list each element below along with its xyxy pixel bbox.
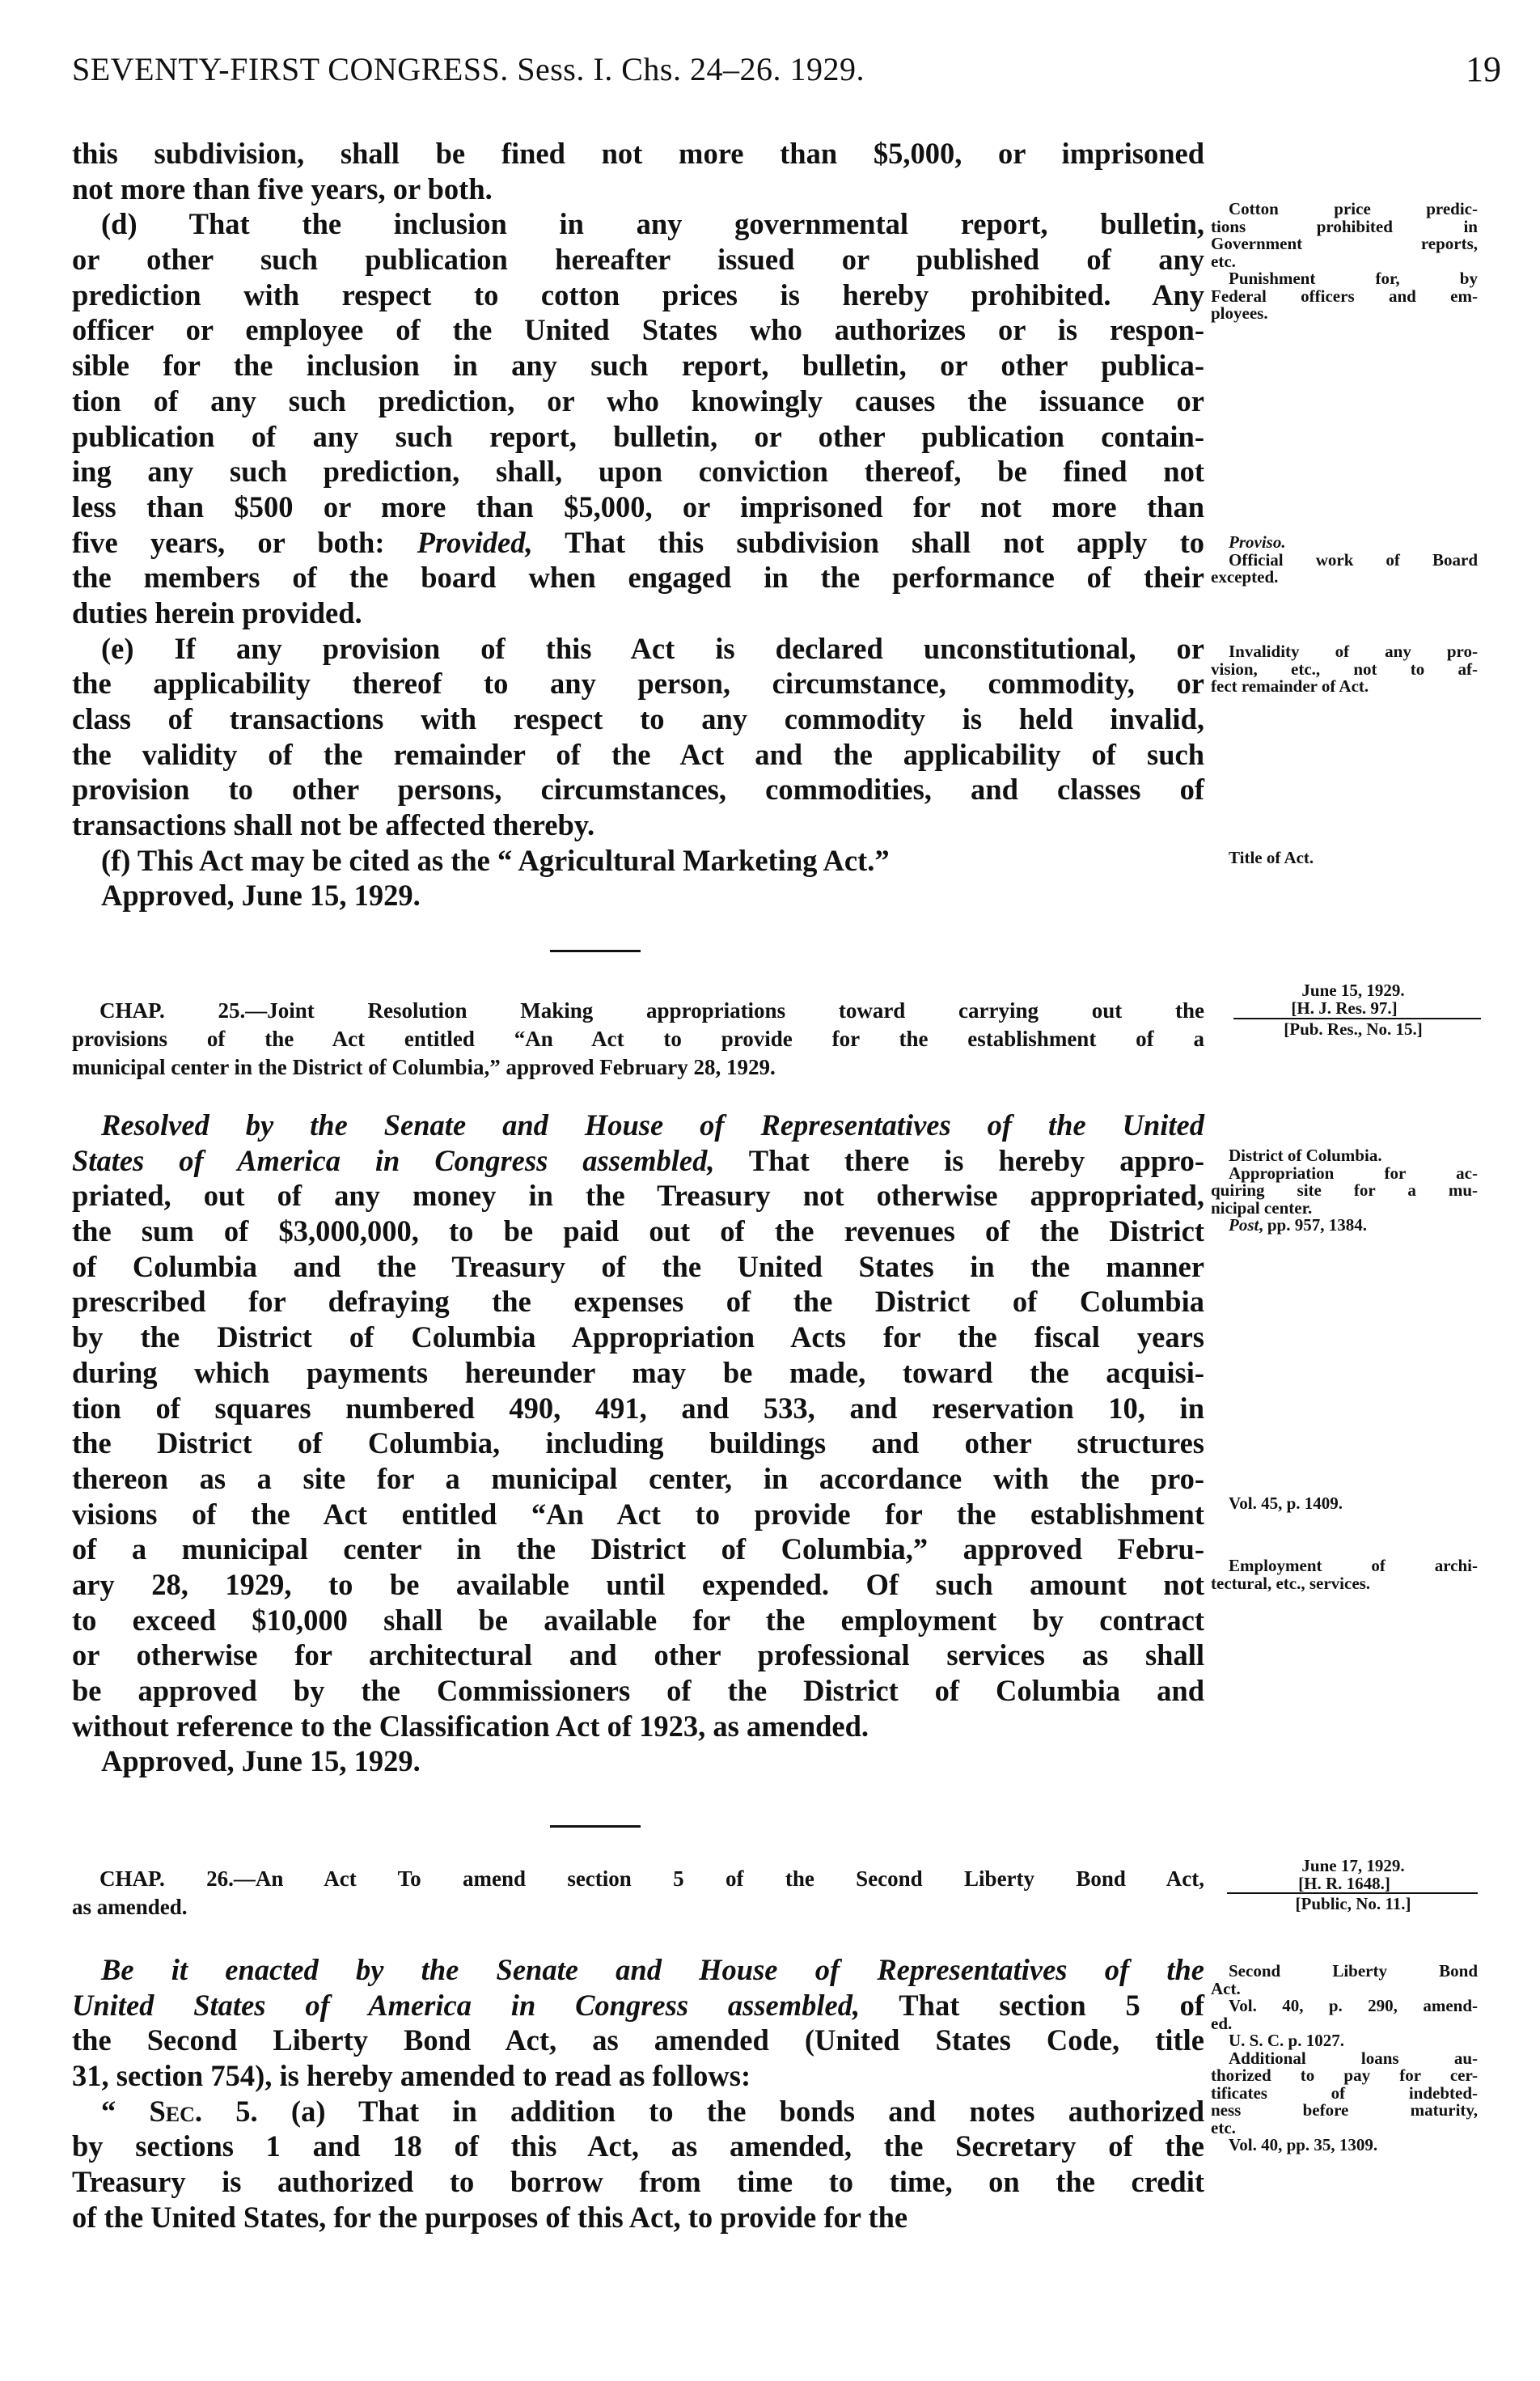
running-head: SEVENTY-FIRST CONGRESS. Sess. I. Chs. 24–26. 1929.	[72, 51, 865, 87]
text-line: the validity of the remainder of the Act and the applicability of such	[72, 737, 1204, 771]
margin-note-line: thorized to pay for cer-	[1211, 2065, 1478, 2085]
margin-note-line: Vol. 45, p. 1409.	[1229, 1493, 1343, 1513]
text-line: as amended.	[72, 1895, 188, 1919]
margin-note-employment	[1211, 1557, 1478, 1592]
margin-note-invalidity	[1211, 643, 1478, 696]
text-run: That there is hereby appro-	[714, 1143, 1205, 1177]
text-line: class of transactions with respect to any commodity is held invalid,	[72, 702, 1204, 735]
text-line: the applicability thereof to any person, circumstance, commodity, or	[72, 667, 1204, 701]
margin-note-line: Vol. 40, pp. 35, 1309.	[1229, 2135, 1378, 2154]
text-line: of the United States, for the purposes of this Act, to provide for the	[72, 2200, 908, 2234]
text-line: without reference to the Classification Act of 1923, as amended.	[72, 1709, 869, 1743]
italic-run: Proviso.	[1229, 532, 1286, 552]
text-line	[72, 1108, 1204, 1143]
text-line: tion of squares numbered 490, 491, and 533, and reservation 10, in	[72, 1391, 1204, 1425]
text-run: That section 5 of	[860, 1988, 1204, 2022]
text-run: “	[101, 2094, 150, 2128]
section-divider	[550, 1825, 641, 1828]
margin-note-proviso	[1211, 534, 1478, 587]
text-line: be approved by the Commissioners of the District of Columbia and	[72, 1674, 1204, 1707]
text-line: to exceed $10,000 shall be available for the employment by contract	[72, 1603, 1204, 1637]
italic-run: States of America in Congress assembled,	[72, 1143, 715, 1177]
chapter-26-text	[72, 1952, 1204, 2235]
text-line: the members of the board when engaged in the performance of their	[72, 561, 1204, 595]
text-line: prediction with respect to cotton prices is hereby prohibited. Any	[72, 278, 1204, 311]
chapter-25-text	[72, 1108, 1204, 1779]
text-line: duties herein provided.	[72, 595, 362, 629]
margin-note-line: [Public, No. 11.]	[1295, 1894, 1411, 1913]
margin-note-cotton-price	[1211, 201, 1478, 323]
text-line: provision to other persons, circumstances, commodities, and classes of	[72, 773, 1204, 807]
margin-note-line: U. S. C. p. 1027.	[1229, 2031, 1344, 2050]
margin-note-title-of-act	[1211, 849, 1478, 867]
text-line	[72, 1988, 1204, 2023]
text-line: during which payments hereunder may be made, toward the acquisi-	[72, 1355, 1204, 1389]
margin-note-line: Official work of Board	[1229, 549, 1478, 570]
text-line: provisions of the Act entitled “An Act to provide for the establishment of a	[72, 1027, 1204, 1051]
margin-note-ch26-pub	[1211, 1896, 1478, 1913]
text-line: the sum of $3,000,000, to be paid out of the revenues of the District	[72, 1214, 1204, 1248]
text-line: (f) This Act may be cited as the “ Agricultural Marketing Act.”	[101, 843, 890, 877]
section-divider	[550, 950, 641, 952]
text-line: of a municipal center in the District of Columbia,” approved Febru-	[72, 1532, 1204, 1566]
italic-run: Provided,	[417, 525, 533, 559]
margin-note-line: nicipal center.	[1211, 1197, 1313, 1218]
italic-run: Post	[1229, 1215, 1259, 1235]
margin-note-liberty-bond	[1211, 1963, 1478, 2154]
margin-note-line: Vol. 40, p. 290, amend-	[1229, 1996, 1478, 2015]
margin-note-line: vision, etc., not to af-	[1211, 659, 1478, 679]
text-line: publication of any such report, bulletin, or other publication contain-	[72, 419, 1204, 453]
text-line: the District of Columbia, including buildings and other structures	[72, 1426, 1204, 1460]
margin-note-line: tificates of indebted-	[1211, 2082, 1478, 2103]
margin-note-line: June 15, 1929.	[1301, 981, 1405, 1000]
chapter-label: CHAP. 25.	[99, 998, 246, 1023]
margin-note-line: June 17, 1929.	[1301, 1856, 1405, 1875]
margin-note-line: [H. J. Res. 97.]	[1291, 998, 1398, 1018]
text-line	[72, 1143, 1204, 1179]
text-line: the Second Liberty Bond Act, as amended (United States Code, title	[72, 2023, 1204, 2057]
text-line	[72, 1865, 1204, 1893]
margin-note-line: [Pub. Res., No. 15.]	[1284, 1019, 1423, 1039]
text-run: —Joint Resolution Making appropriations toward carrying out the	[245, 998, 1205, 1023]
margin-note-line: Appropriation for ac-	[1229, 1163, 1478, 1183]
text-run: , pp. 957, 1384.	[1259, 1215, 1367, 1235]
chapter-26-title	[72, 1865, 1204, 1921]
margin-note-line: Cotton price predic-	[1229, 199, 1478, 218]
chapter-25-title	[72, 997, 1204, 1082]
chapter-24-text	[72, 136, 1204, 913]
text-line: priated, out of any money in the Treasury not otherwise appropriated,	[72, 1179, 1204, 1213]
margin-note-vol45	[1211, 1495, 1478, 1513]
margin-note-line: fect remainder of Act.	[1211, 676, 1369, 696]
margin-note-line: ness before maturity,	[1211, 2100, 1478, 2120]
margin-note-ch25-pub	[1211, 1021, 1478, 1039]
text-line: (e) If any provision of this Act is declared unconstitutional, or	[101, 631, 1204, 665]
text-line: tion of any such prediction, or who knowingly causes the issuance or	[72, 383, 1204, 417]
margin-note-line: Act.	[1211, 1978, 1241, 1998]
margin-note-line: Punishment for, by	[1229, 269, 1478, 288]
text-line: (d) That the inclusion in any governmental report, bulletin,	[101, 207, 1204, 241]
text-line: or other such publication hereafter issued or published of any	[72, 243, 1204, 277]
margin-note-line: [H. R. 1648.]	[1298, 1873, 1390, 1893]
chapter-label: CHAP. 26.	[99, 1866, 234, 1891]
margin-note-line: Additional loans au-	[1229, 2048, 1478, 2068]
text-line: Treasury is authorized to borrow from time to time, on the credit	[72, 2165, 1204, 2199]
text-run: That this subdivision shall not apply to	[532, 525, 1204, 559]
text-line: ing any such prediction, shall, upon conviction thereof, be fined not	[72, 455, 1204, 489]
margin-note-line: ed.	[1211, 2013, 1233, 2033]
margin-note-line: etc.	[1211, 2117, 1236, 2137]
text-line: or otherwise for architectural and other professional services as shall	[72, 1638, 1204, 1672]
text-line: ary 28, 1929, to be available until expended. Of such amount not	[72, 1567, 1204, 1601]
text-line	[72, 1952, 1204, 1988]
text-line: Approved, June 15, 1929.	[101, 879, 421, 913]
text-run: —An Act To amend section 5 of the Second Liberty Bond Act,	[233, 1866, 1205, 1891]
margin-note-line	[1211, 534, 1478, 552]
margin-note-line: etc.	[1211, 251, 1236, 271]
text-line: sible for the inclusion in any such report, bulletin, or other publica-	[72, 349, 1204, 383]
margin-note-line: tectural, etc., services.	[1211, 1573, 1371, 1593]
margin-note-line: excepted.	[1211, 567, 1279, 587]
margin-note-line: Title of Act.	[1229, 848, 1314, 867]
margin-note-district-of-columbia	[1211, 1147, 1478, 1235]
italic-run: United States of America in Congress assembled,	[72, 1988, 861, 2022]
margin-note-line: Second Liberty Bond	[1229, 1961, 1478, 1981]
text-line	[72, 525, 1204, 561]
text-run: 5. (a) That in addition to the bonds and notes authorized	[202, 2094, 1204, 2128]
text-line: not more than five years, or both.	[72, 172, 493, 205]
margin-note-line: Government reports,	[1211, 234, 1478, 253]
text-line: municipal center in the District of Columbia,” approved February 28, 1929.	[72, 1055, 776, 1079]
text-line: less than $500 or more than $5,000, or imprisoned for not more than	[72, 489, 1204, 523]
page-number: 19	[1466, 49, 1501, 89]
text-line: 31, section 754), is hereby amended to read as follows:	[72, 2059, 751, 2093]
text-line: this subdivision, shall be fined not more than $5,000, or imprisoned	[72, 137, 1204, 170]
text-line: visions of the Act entitled “An Act to provide for the establishment	[72, 1497, 1204, 1531]
text-line	[72, 997, 1204, 1025]
margin-note-line: tions prohibited in	[1211, 216, 1478, 236]
italic-run: Resolved by the Senate and House of Representatives of the United	[101, 1108, 1204, 1142]
text-line: prescribed for defraying the expenses of the District of Columbia	[72, 1285, 1204, 1319]
text-line: of Columbia and the Treasury of the United States in the manner	[72, 1249, 1204, 1283]
text-line: by sections 1 and 18 of this Act, as amended, the Secretary of the	[72, 2129, 1204, 2163]
margin-note-line: Employment of archi-	[1229, 1556, 1478, 1575]
margin-note-line: Invalidity of any pro-	[1229, 642, 1478, 661]
margin-note-line: quiring site for a mu-	[1211, 1180, 1478, 1200]
text-line: Approved, June 15, 1929.	[101, 1744, 421, 1778]
text-line	[72, 2094, 1204, 2129]
margin-note-line: District of Columbia.	[1229, 1146, 1382, 1165]
text-line: transactions shall not be affected thereby.	[72, 808, 595, 842]
margin-note-line: ployees.	[1211, 303, 1268, 323]
text-line: officer or employee of the United States who authorizes or is respon-	[72, 313, 1204, 347]
text-line: thereon as a site for a municipal center, in accordance with the pro-	[72, 1461, 1204, 1495]
margin-note-ch25-date	[1211, 982, 1478, 1017]
margin-note-ch26-date	[1211, 1858, 1478, 1892]
italic-run: Be it enacted by the Senate and House of Representatives of the	[101, 1953, 1204, 1986]
text-line: by the District of Columbia Appropriation Acts for the fiscal years	[72, 1320, 1204, 1354]
margin-note-line: Federal officers and em-	[1211, 286, 1478, 306]
section-label: Sec.	[149, 2094, 203, 2128]
text-run: five years, or both:	[72, 525, 417, 559]
margin-note-line	[1211, 1217, 1478, 1235]
